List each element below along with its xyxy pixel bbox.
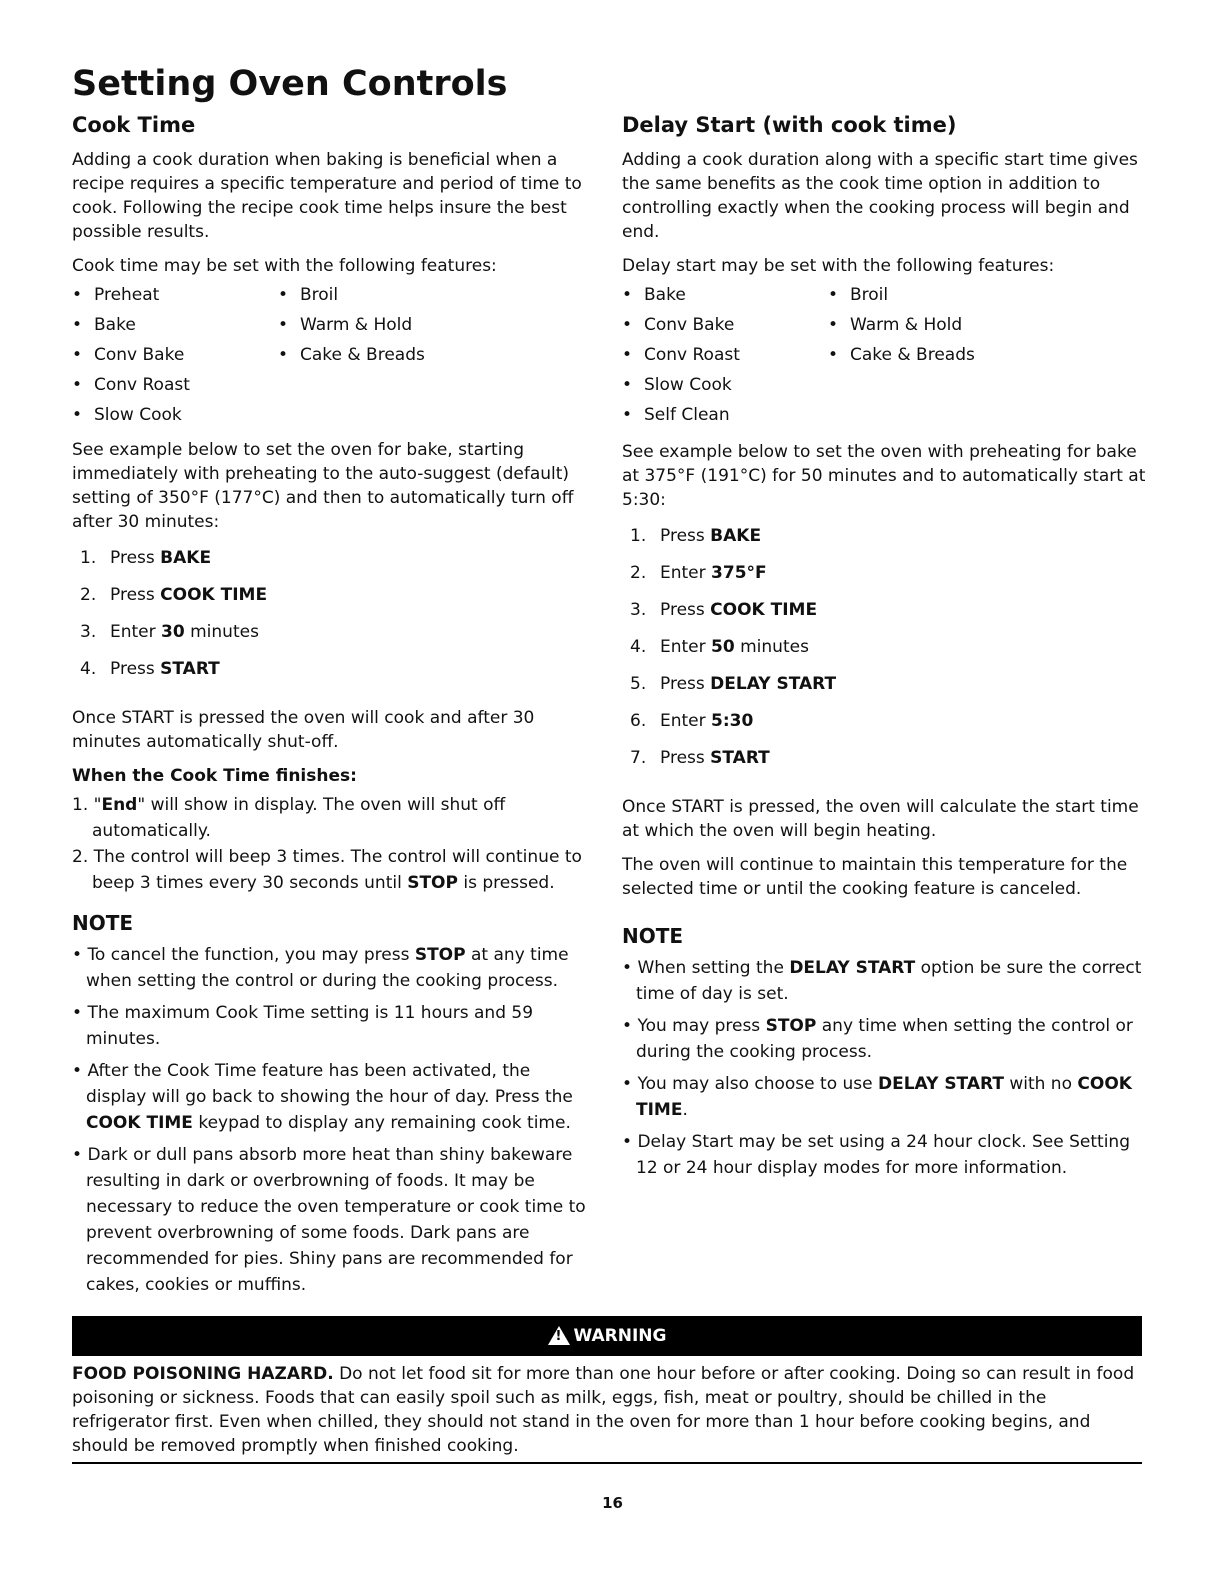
delay-start-heading: Delay Start (with cook time) — [622, 113, 957, 137]
delay-start-notes — [622, 955, 1147, 1181]
finish-item: 2. The control will beep 3 times. The control will continue to beep 3 times every 30 seconds until STOP is pressed. — [72, 847, 582, 893]
feature-item: • Cake & Breads — [278, 345, 425, 365]
cook-time-features-intro: Cook time may be set with the following features: — [72, 256, 497, 276]
feature-item: • Slow Cook — [622, 375, 732, 395]
delay-start-example: See example below to set the oven with preheating for bake at 375°F (191°C) for 50 minutes and to automatically start at 5:30: — [622, 442, 1146, 510]
cook-time-finish-heading: When the Cook Time finishes: — [72, 766, 357, 786]
feature-item: • Conv Bake — [622, 315, 735, 335]
cook-time-notes — [72, 942, 592, 1298]
step-item: 6. Enter 5:30 — [630, 711, 754, 731]
delay-start-intro: Adding a cook duration along with a specific start time gives the same benefits as the cook time option in addition to controlling exactly when the cooking process will begin and end. — [622, 150, 1138, 242]
step-item: 2. Press COOK TIME — [80, 585, 268, 605]
step-item: 3. Press COOK TIME — [630, 600, 818, 620]
cook-time-note-title: NOTE — [72, 911, 134, 935]
note-item: • The maximum Cook Time setting is 11 hours and 59 minutes. — [72, 1003, 534, 1049]
step-item: 3. Enter 30 minutes — [80, 622, 259, 642]
warning-label: WARNING — [573, 1326, 667, 1346]
delay-start-after-steps-1: Once START is pressed, the oven will calculate the start time at which the oven will begin heating. — [622, 797, 1139, 841]
cook-time-steps — [72, 546, 592, 694]
feature-item: • Bake — [72, 315, 136, 335]
feature-item: • Warm & Hold — [828, 315, 963, 335]
note-item: • When setting the DELAY START option be sure the correct time of day is set. — [622, 958, 1142, 1004]
warning-body: Do not let food sit for more than one hour before or after cooking. Doing so can result in food poisoning or sickness. Foods that can easily spoil such as milk, eggs, fish, meat or poultry, should be chilled in the refrigerator first. Even when chilled, they should not stand in the oven for more than 1 hour before cooking begins, and should be removed promptly when finished cooking. — [72, 1364, 1135, 1456]
feature-item: • Preheat — [72, 285, 160, 305]
warning-hazard: FOOD POISONING HAZARD. — [72, 1364, 334, 1384]
delay-start-after-steps-2: The oven will continue to maintain this temperature for the selected time or until the cooking feature is canceled. — [622, 855, 1128, 899]
feature-item: • Bake — [622, 285, 686, 305]
step-item: 4. Press START — [80, 659, 220, 679]
delay-start-features-list — [622, 280, 1147, 430]
feature-item: • Conv Bake — [72, 345, 185, 365]
feature-item: • Conv Roast — [72, 375, 190, 395]
step-item: 1. Press BAKE — [80, 548, 212, 568]
step-item: 4. Enter 50 minutes — [630, 637, 809, 657]
cook-time-finish-list — [72, 792, 592, 896]
warning-banner — [72, 1316, 1142, 1356]
cook-time-after-steps: Once START is pressed the oven will cook and after 30 minutes automatically shut-off. — [72, 708, 535, 752]
note-item: • You may press STOP any time when setting the control or during the cooking process. — [622, 1016, 1133, 1062]
note-item: • To cancel the function, you may press STOP at any time when setting the control or during the cooking process. — [72, 945, 569, 991]
delay-start-steps — [622, 524, 1147, 783]
note-item: • You may also choose to use DELAY START with no COOK TIME. — [622, 1074, 1132, 1120]
cook-time-intro: Adding a cook duration when baking is beneficial when a recipe requires a specific temperature and period of time to cook. Following the recipe cook time helps insure the best possible results. — [72, 150, 582, 242]
feature-item: • Cake & Breads — [828, 345, 975, 365]
warning-text — [72, 1362, 1142, 1458]
feature-item: • Warm & Hold — [278, 315, 413, 335]
feature-item: • Self Clean — [622, 405, 730, 425]
note-item: • Dark or dull pans absorb more heat than shiny bakeware resulting in dark or overbrowning of foods. It may be necessary to reduce the oven temperature or cook time to prevent overbrowning of some foods. Dark pans are recommended for pies. Shiny pans are recommended for cakes, cookies or muffins. — [72, 1145, 586, 1295]
cook-time-example: See example below to set the oven for bake, starting immediately with preheating to the auto-suggest (default) setting of 350°F (177°C) and then to automatically turn off after 30 minutes: — [72, 440, 574, 532]
warning-triangle-icon: ! — [548, 1326, 570, 1345]
step-item: 5. Press DELAY START — [630, 674, 837, 694]
step-item: 7. Press START — [630, 748, 770, 768]
page-title: Setting Oven Controls — [72, 64, 508, 104]
step-item: 2. Enter 375°F — [630, 563, 767, 583]
delay-start-note-title: NOTE — [622, 924, 684, 948]
step-item: 1. Press BAKE — [630, 526, 762, 546]
cook-time-heading: Cook Time — [72, 113, 196, 137]
page-number: 16 — [602, 1494, 623, 1512]
note-item: • After the Cook Time feature has been activated, the display will go back to showing the hour of day. Press the COOK TIME keypad to display any remaining cook time. — [72, 1061, 573, 1133]
note-item: • Delay Start may be set using a 24 hour clock. See Setting 12 or 24 hour display modes for more information. — [622, 1132, 1130, 1178]
delay-start-section — [622, 112, 1147, 1187]
cook-time-section — [72, 112, 592, 1304]
feature-item: • Conv Roast — [622, 345, 740, 365]
cook-time-features-list — [72, 280, 592, 430]
feature-item: • Broil — [278, 285, 339, 305]
finish-item: 1. "End" will show in display. The oven will shut off automatically. — [72, 795, 506, 841]
bottom-divider — [72, 1462, 1142, 1464]
feature-item: • Broil — [828, 285, 889, 305]
delay-start-features-intro: Delay start may be set with the following features: — [622, 256, 1055, 276]
feature-item: • Slow Cook — [72, 405, 182, 425]
